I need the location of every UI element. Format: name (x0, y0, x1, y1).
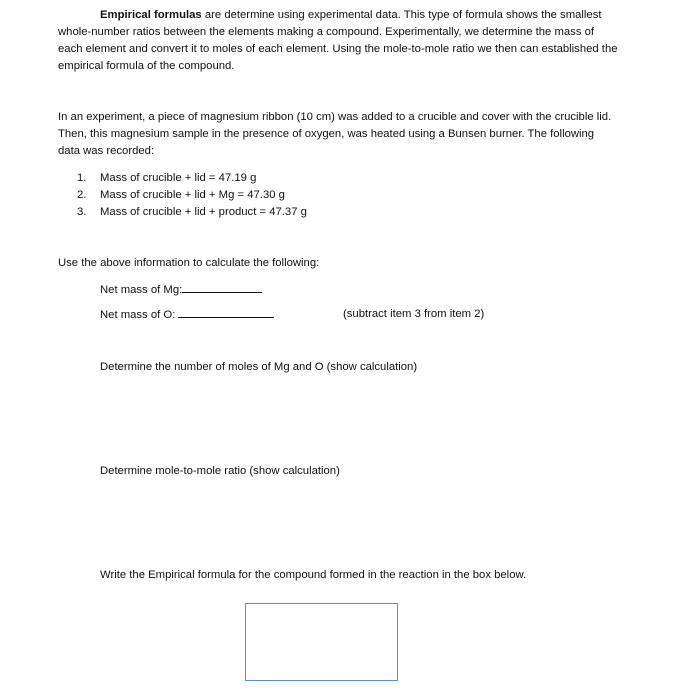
ratio-question: Determine mole-to-mole ratio (show calculation) (100, 465, 340, 477)
net-mass-mg-blank[interactable] (182, 281, 262, 293)
net-mass-mg-question (100, 281, 262, 299)
list-item (77, 170, 307, 187)
formula-question: Write the Empirical formula for the compound formed in the reaction in the box below. (100, 569, 527, 581)
item-text: Mass of crucible + lid = 47.19 g (100, 172, 257, 184)
empirical-formula-answer-box[interactable] (245, 603, 398, 681)
item-number: 3. (77, 206, 87, 218)
item-number: 1. (77, 172, 87, 184)
net-mass-o-blank[interactable] (178, 306, 274, 318)
net-mass-o-hint: (subtract item 3 from item 2) (343, 308, 485, 320)
net-mass-o-label: Net mass of O: (100, 309, 179, 321)
net-mass-mg-label: Net mass of Mg: (100, 284, 183, 296)
intro-term: Empirical formulas (100, 9, 202, 21)
item-text: Mass of crucible + lid + Mg = 47.30 g (100, 189, 285, 201)
net-mass-o-question (100, 306, 274, 324)
instructions-text: Use the above information to calculate the following: (58, 257, 320, 269)
moles-question: Determine the number of moles of Mg and O (show calculation) (100, 361, 418, 373)
list-item (77, 187, 307, 204)
list-item (77, 204, 307, 221)
data-list (77, 170, 307, 221)
item-text: Mass of crucible + lid + product = 47.37 g (100, 206, 307, 218)
experiment-paragraph: In an experiment, a piece of magnesium ribbon (10 cm) was added to a crucible and cover with the crucible lid. Then, this magnesium sample in the presence of oxygen, was heated using a Bunsen burner. The following data was recorded: (58, 111, 612, 157)
item-number: 2. (77, 189, 87, 201)
intro-text: are determine using experimental data. This type of formula shows the smallest whole-number ratios between the elements making a compound. Experimentally, we determine the mass of each element and convert it to moles of each element. Using the mole-to-mole ratio we then can established the empirical formula of the compound. (58, 9, 618, 72)
intro-paragraph (58, 7, 618, 75)
